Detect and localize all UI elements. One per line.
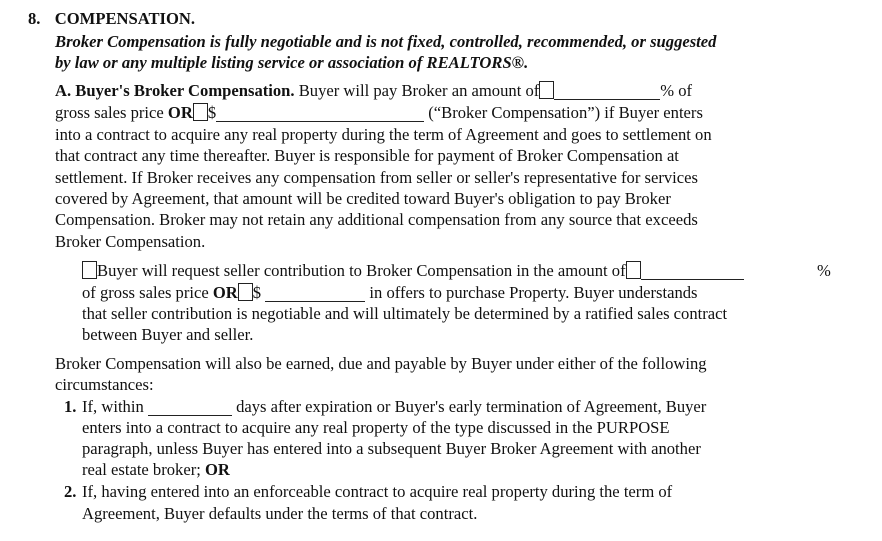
section-number: 8. xyxy=(28,9,41,28)
percent-field[interactable] xyxy=(554,83,660,100)
seller-contribution-line-2 xyxy=(82,282,698,303)
part-a-line-7: Compensation. Broker may not retain any additional compensation from any source that exceeds xyxy=(55,210,698,229)
part-a-line-4: that contract any time thereafter. Buyer is responsible for payment of Broker Compensation at xyxy=(55,146,679,165)
part-a-text-2a: gross sales price xyxy=(55,103,164,122)
part-a-line-6: covered by Agreement, that amount will be credited toward Buyer's obligation to pay Broker xyxy=(55,189,671,208)
item-2-number: 2. xyxy=(64,482,77,501)
item-2-line-1: If, having entered into an enforceable contract to acquire real property during the term of xyxy=(82,482,673,501)
section-heading xyxy=(28,8,195,29)
item-2-line-2: Agreement, Buyer defaults under the terms of that contract. xyxy=(82,504,478,523)
section-intro-line-1: Broker Compensation is fully negotiable and is not fixed, controlled, recommended, or suggested xyxy=(55,32,717,51)
circumstances-line-1: Broker Compensation will also be earned, due and payable by Buyer under either of the following xyxy=(55,354,707,373)
part-a-text-1a: Buyer will pay Broker an amount of xyxy=(298,81,540,100)
seller-contribution-line-1 xyxy=(82,260,744,281)
seller-or-label: OR xyxy=(212,283,238,302)
part-a-line-1 xyxy=(55,80,692,101)
amount-option-checkbox[interactable] xyxy=(193,103,208,121)
part-a-line-5: settlement. If Broker receives any compensation from seller or seller's representative for services xyxy=(55,168,698,187)
part-a-line-3: into a contract to acquire any real property during the term of Agreement and goes to settlement on xyxy=(55,125,712,144)
part-a-text-2b: (“Broker Compensation”) if Buyer enters xyxy=(428,103,703,122)
item-1-number: 1. xyxy=(64,397,77,416)
or-label: OR xyxy=(167,103,193,122)
item-1-line-2: enters into a contract to acquire any real property of the type discussed in the PURPOSE xyxy=(82,418,670,437)
seller-contribution-text-1a: Buyer will request seller contribution to Broker Compensation in the amount of xyxy=(97,261,626,280)
seller-contribution-text-2b: in offers to purchase Property. Buyer understands xyxy=(369,283,698,302)
seller-amount-field[interactable] xyxy=(265,285,365,302)
part-a-heading: A. Buyer's Broker Compensation. xyxy=(55,81,295,100)
seller-contribution-checkbox[interactable] xyxy=(82,261,97,279)
seller-dollar-sign: $ xyxy=(252,283,262,302)
item-1-text-l4: real estate broker; xyxy=(82,460,201,479)
part-a-text-1b: % of xyxy=(660,81,693,100)
item-1-text-b: days after expiration or Buyer's early termination of Agreement, Buyer xyxy=(236,397,707,416)
section-intro-line-2: by law or any multiple listing service or association of REALTORS®. xyxy=(55,53,529,72)
item-1-text-a: If, within xyxy=(82,397,144,416)
percent-option-checkbox[interactable] xyxy=(539,81,554,99)
part-a-line-8: Broker Compensation. xyxy=(55,232,206,251)
seller-percent-field[interactable] xyxy=(641,263,744,280)
part-a-line-2 xyxy=(55,102,703,123)
section-title: COMPENSATION. xyxy=(54,9,196,28)
item-1-line-3: paragraph, unless Buyer has entered into a subsequent Buyer Broker Agreement with another xyxy=(82,439,701,458)
seller-contribution-line-4: between Buyer and seller. xyxy=(82,325,254,344)
seller-contribution-text-2a: of gross sales price xyxy=(82,283,209,302)
seller-percent-option-checkbox[interactable] xyxy=(626,261,641,279)
item-1-line-4 xyxy=(82,459,230,480)
circumstances-line-2: circumstances: xyxy=(55,375,154,394)
seller-percent-sign: % xyxy=(817,261,831,280)
amount-field[interactable] xyxy=(216,105,424,122)
seller-amount-option-checkbox[interactable] xyxy=(238,283,253,301)
dollar-sign: $ xyxy=(207,103,217,122)
item-1-or-label: OR xyxy=(205,460,230,479)
item-1-line-1 xyxy=(82,396,706,417)
days-field[interactable] xyxy=(148,399,232,416)
seller-contribution-line-3: that seller contribution is negotiable and will ultimately be determined by a ratified sales contract xyxy=(82,304,728,323)
